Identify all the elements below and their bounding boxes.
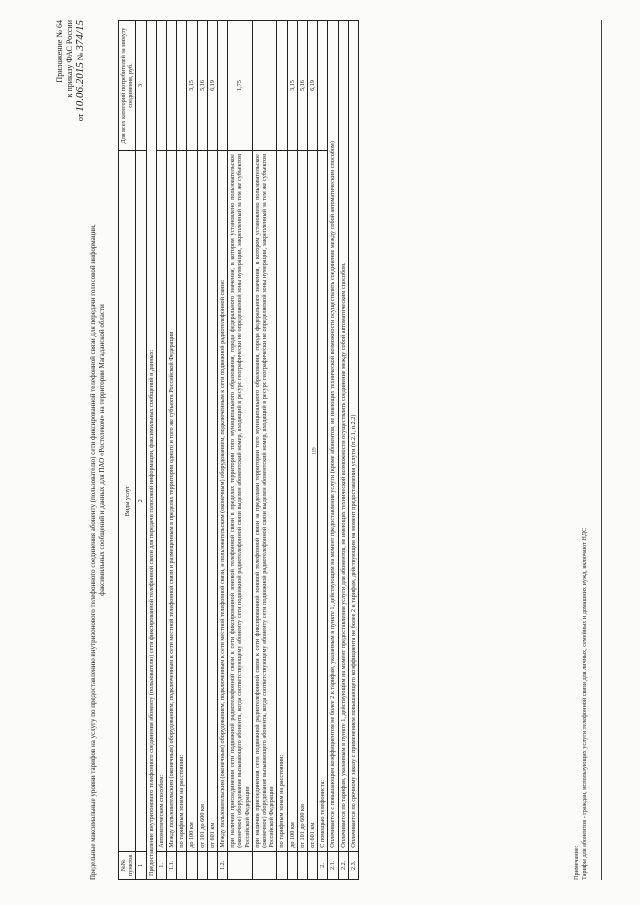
page-number: 119 [312,447,318,455]
zone-value: 6,19 [207,21,217,151]
header-col-number: №№ пунктов [119,851,136,879]
row-number: 1.2. [218,851,228,879]
table-row [207,21,217,880]
row-number: 2.3. [348,851,358,879]
tariff-table [118,20,359,880]
table-row [197,21,207,880]
table-row [277,21,287,880]
row-number: 1.1. [167,851,177,879]
row-number [177,851,187,879]
appendix-line1: Приложение № 64 [55,20,64,83]
table-row [297,21,307,880]
table-row [308,21,318,880]
zone-value: 5,16 [197,21,207,151]
row-text: при наличии присоединения сети подвижной радиотелефонной связи к сети фиксированной зоновой телефонной связи в пределах территории того муниципального образования, города федерального значения, в котором установлено пользовательское (оконечное) оборудование вызывающего абонента, когда соответствующему абоненту сети подвижной радиотелефонной связи выделен абонентский номер, входящий в ресурс географически не определяемой зоны нумерации, закрепленный за тем же субъектом Российской Федерации [228,151,253,852]
notes-heading: Примечание: [573,845,580,880]
appendix-number: 374/15 [74,20,86,51]
col-number-2: 2 [136,151,146,852]
zone-label: до 100 км [187,151,197,852]
table-row [218,21,228,880]
row-number [207,851,217,879]
header-row [119,21,136,880]
zone-value: 3,15 [287,21,297,151]
column-numbers-row [136,21,146,880]
zone-label: от 101 до 600 км [197,151,207,852]
col-number-3: 3 [136,21,146,151]
title-line1: Предельные максимальные уровни тарифов на услугу по предоставлению внутризонового телефонного соединения абоненту (пользователю) сети фиксированной телефонной связи для передачи голосовой информации, [89,224,97,880]
row-text: при наличии присоединения сети подвижной радиотелефонной связи к сети фиксированной зоновой телефонной связи за пределами территории того муниципального образования, города федерального значения, в котором установлено пользовательское (оконечное) оборудование вызывающего абонента, когда соответствующему абоненту сети подвижной радиотелефонной связи выделен абонентский номер, входящий в ресурс географически не определяемой зоны нумерации, закрепленный за тем же субъектом Российской Федерации [252,151,277,852]
appendix-date-line [75,20,86,320]
appendix-line2: к приказу ФАС России [65,20,74,98]
table-row [328,21,338,880]
date-prefix: от [76,113,85,122]
rotated-document [55,20,615,880]
row-text: С помощью телефониста: [318,151,328,852]
table-row [156,21,166,880]
section-row [146,21,156,880]
table-row [187,21,197,880]
row-text: Между пользовательским (оконечным) оборудованием, подключенным к сети местной телефонной связи и размещенным в пределах территории одного и того же субъекта Российской Федерации [167,151,177,852]
row-value [277,21,287,151]
row-value [177,21,187,151]
row-number [252,851,277,879]
row-number [197,851,207,879]
row-value: 1,75 [228,21,253,151]
row-number [187,851,197,879]
zone-value: 3,15 [187,21,197,151]
row-number: 2.2. [338,851,348,879]
zone-label: от 601 км [308,151,318,852]
notes-text: Тарифы для абонентов - граждан, использующих услуги телефонной связи для личных, семейных и домашних нужд, включают НДС [580,527,588,880]
row-text: Оплачивается с повышающим коэффициентом не более 2 к тарифам, указанным в пункте 1, действующим на момент предоставления услуги (кроме абонентов, не имеющих технической возможности осуществлять соединение между собой автоматическим способом) [328,21,338,852]
row-number [297,851,307,879]
table-row [348,21,358,880]
table-row [167,21,177,880]
row-text: Автоматическим способом: [156,151,166,852]
row-number [277,851,287,879]
header-col-price: Для всех категорий потребителей за минуту соединения, руб. [119,21,136,151]
notes-block [573,20,588,880]
bottom-rule [601,20,602,880]
row-value [156,21,166,151]
row-text: Оплачивается по тарифам, указанным в пункте 1, действующим на момент предоставления услуги для абонентов, не имеющих технической возможности осуществлять соединение между собой автоматическим способом. [338,21,348,852]
zone-label: от 601 км [207,151,217,852]
row-value [167,21,177,151]
document-title [89,20,107,880]
row-value [252,21,277,151]
zone-value: 6,19 [308,21,318,151]
section-title: Предоставление внутризонового телефонного соединения абоненту (пользователю) сети фиксированной телефонной связи для передачи голосовой информации, факсимильных сообщений и данных: [146,21,156,880]
table-row [252,21,277,880]
row-number: 2.1. [328,851,338,879]
number-prefix: № [76,52,85,61]
title-line2: факсимильных сообщений и данных для ПАО «Ростелеком» на территории Магаданской области [98,304,106,596]
row-text: по тарифным зонам на расстоянии: [277,151,287,852]
row-text: Между пользовательским (оконечным) оборудованием, подключенным к сети местной телефонной связи, и пользовательским (оконечным) оборудованием, подключенным к сети подвижной радиотелефонной связи: [218,151,228,852]
appendix-date: 10.06.2015 [74,62,86,112]
zone-label: от 101 до 600 км [297,151,307,852]
row-value [218,21,228,151]
table-row [177,21,187,880]
row-text: по тарифным зонам на расстоянии: [177,151,187,852]
table-row [287,21,297,880]
zone-value: 5,16 [297,21,307,151]
row-text: Оплачивается по срочному заказу с применением повышающего коэффициента не более 2 к тарифам, действующим на момент предоставления услуги (п.2.1, п.2.2) [348,21,358,852]
row-number: 2. [318,851,328,879]
table-row [338,21,348,880]
row-number [308,851,318,879]
table-row [228,21,253,880]
row-number [287,851,297,879]
row-number [228,851,253,879]
col-number-1: 1 [136,851,146,879]
header-col-service: Виды услуг [119,151,136,852]
appendix-block [55,20,86,320]
zone-label: до 100 км [287,151,297,852]
table-row [318,21,328,880]
row-value [318,21,328,151]
row-number: 1. [156,851,166,879]
